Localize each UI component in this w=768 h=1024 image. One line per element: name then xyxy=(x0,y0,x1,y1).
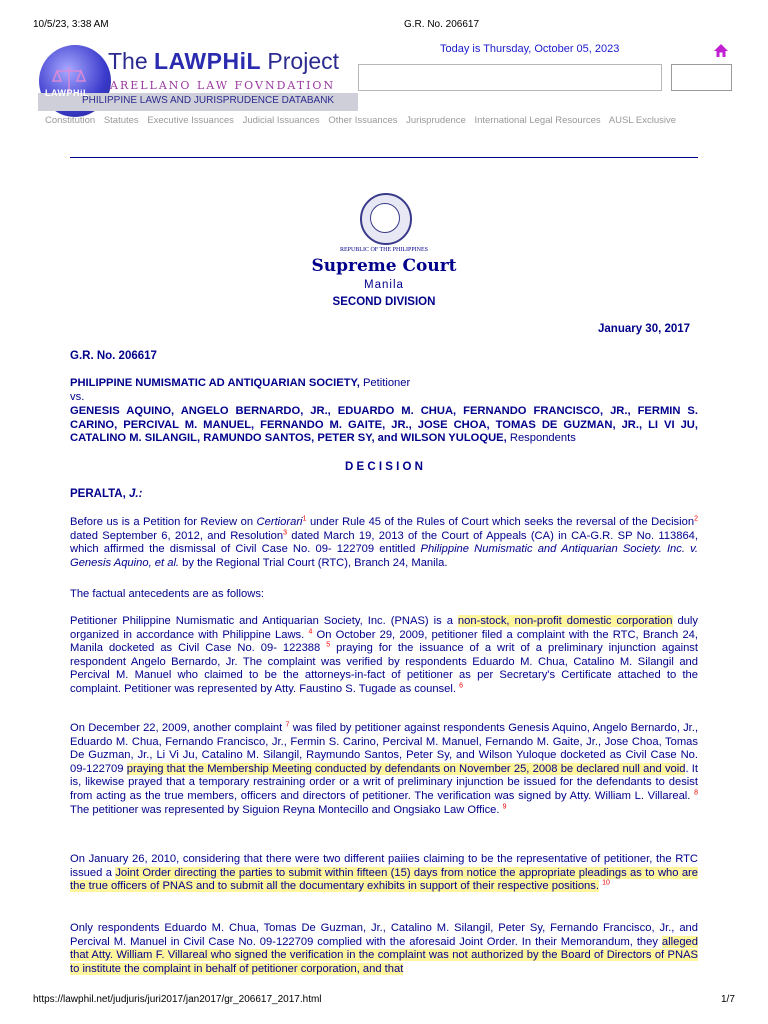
print-url: https://lawphil.net/judjuris/juri2017/jan2017/gr_206617_2017.html xyxy=(33,994,322,1005)
ponente: PERALTA, J.: xyxy=(70,488,143,500)
supreme-court-seal-icon xyxy=(360,193,412,245)
footnote-ref[interactable]: 2 xyxy=(694,515,698,523)
footnote-ref[interactable]: 4 xyxy=(308,627,313,635)
highlight: praying that the Membership Meeting conducted by defendants on November 25, 2008 be declared null and void xyxy=(126,762,686,775)
nav-ausl-exclusive[interactable]: AUSL Exclusive xyxy=(608,115,677,126)
home-icon[interactable] xyxy=(713,43,729,59)
logo-tag: LAWPHiL xyxy=(45,88,89,98)
highlight: Joint Order directing the parties to submit within fifteen (15) days from notice the appropriate pleadings as to who are the true officers of PNAS and to submit all the documentary exhibits in support of their respective positions. xyxy=(70,866,699,893)
paragraph-3: Petitioner Philippine Numismatic and Antiquarian Society, Inc. (PNAS) is a non-stock, non-profit domestic corporation duly organized in accordance with Philippine Laws. $^4$ On October 29, 2009, petitioner filed a complaint with the RTC, Branch 24, Manila docketed as Civil Case No. 09- 122388 $^5$ praying for the issuance of a writ of a preliminary injunction against respondent Angelo Bernardo, Jr. The complaint was verified by respondents Eduardo M. Chua, Catalino M. Silangil and Percival M. Manuel who claimed to be the attorneys-in-fact of petitioner as per Secretary's Certificate attached to the complaint. Petitioner was represented by Atty. Faustino S. Tugade as counsel. $^6$ xyxy=(70,615,699,695)
logo-foundation: ARELLANO LAW FOVNDATION xyxy=(110,79,336,92)
footnote-ref[interactable]: 6 xyxy=(459,682,463,690)
print-datetime: 10/5/23, 3:38 AM xyxy=(33,19,109,30)
paragraph-5: On January 26, 2010, considering that there were two different paiiies claiming to be the representative of petitioner, the RTC issued a Joint Order directing the parties to submit within fifteen (15) days from notice the appropriate pleadings as to who are the true officers of PNAS and to submit all the documentary exhibits in support of their respective positions. $^{10}$ xyxy=(70,853,699,893)
search-input[interactable] xyxy=(358,64,662,91)
decision-heading: D E C I S I O N xyxy=(345,461,423,473)
versus: vs. xyxy=(70,391,85,403)
logo-databank: PHILIPPINE LAWS AND JURISPRUDENCE DATABANK xyxy=(82,95,335,106)
footnote-ref[interactable]: 1 xyxy=(302,515,307,523)
footnote-ref[interactable]: 7 xyxy=(285,721,290,729)
site-logo-title[interactable]: The LAWPHiL Project xyxy=(108,48,340,74)
main-nav xyxy=(45,115,682,126)
print-title: G.R. No. 206617 xyxy=(404,19,480,30)
respondents: GENESIS AQUINO, ANGELO BERNARDO, JR., EDUARDO M. CHUA, FERNANDO FRANCISCO, JR., FERMIN S. CARINO, PERCIVAL M. MANUEL, FERNANDO M. GAITE, JR., JOSE CHOA, TOMAS DE GUZMAN, JR., LI VI JU, CATALINO M. SILANGIL, RAMUNDO SANTOS, PETER SY, and WILSON YULOQUE, Respondents xyxy=(70,405,698,445)
paragraph-6: Only respondents Eduardo M. Chua, Tomas De Guzman, Jr., Catalino M. Silangil, Peter Sy, Fernando Francisco, Jr., and Percival M. Manuel in Civil Case No. 09-122709 complied with the aforesaid Joint Order. In their Memorandum, they alleged that Atty. William F. Villareal who signed the verification in the complaint was not authorized by the Board of Directors of PNAS to institute the complaint in behalf of petitioner corporation, and that xyxy=(70,922,698,975)
nav-statutes[interactable]: Statutes xyxy=(103,115,139,126)
nav-judicial-issuances[interactable]: Judicial Issuances xyxy=(242,115,320,126)
today-date: Today is Thursday, October 05, 2023 xyxy=(440,43,620,55)
decision-date: January 30, 2017 xyxy=(598,323,691,335)
nav-other-issuances[interactable]: Other Issuances xyxy=(328,115,398,126)
highlight: alleged that Atty. William F. Villareal who signed the verification in the complaint was not authorized by the Board of Directors of PNAS to institute the complaint in behalf of petitioner corporation, and that xyxy=(70,935,698,975)
court-division: SECOND DIVISION xyxy=(332,296,436,308)
print-page-number: 1/7 xyxy=(721,994,735,1005)
footnote-ref[interactable]: 8 xyxy=(694,789,698,797)
paragraph-2: The factual antecedents are as follows: xyxy=(70,588,265,600)
footnote-ref[interactable]: 3 xyxy=(283,528,287,536)
republic-label: REPUBLIC OF THE PHILIPPINES xyxy=(339,247,429,253)
petitioner-line: PHILIPPINE NUMISMATIC AD ANTIQUARIAN SOCIETY, Petitioner xyxy=(70,377,411,389)
court-name: Supreme Court xyxy=(311,256,457,276)
nav-jurisprudence[interactable]: Jurisprudence xyxy=(406,115,466,126)
paragraph-4: On December 22, 2009, another complaint $^7$ was filed by petitioner against respondents Genesis Aquino, Angelo Bernardo, Jr., Eduardo M. Chua, Fernando Francisco, Jr., Fermin S. Carino, Percival M. Manuel, Fernando M. Gaite, Jr., Jose Choa, Tomas De Guzman, Jr., Li Vi Ju, Catalino M. Silangil, Raymundo Santos, Peter Sy, and Wilson Yuloque docketed as Civil Case No. 09-122709 praying that the Membership Meeting conducted by defendants on November 25, 2008 be declared null and void. It is, likewise prayed that a temporary restraining order or a writ of preliminary injunction be issued for the defendants to desist from acting as the true members, officers and directors of petitioner. The verification was signed by Atty. William L. Villareal. $^8$ The petitioner was represented by Siguion Reyna Montecillo and Ongsiako Law Office. $^9$ xyxy=(70,721,698,816)
nav-executive-issuances[interactable]: Executive Issuances xyxy=(147,115,234,126)
divider xyxy=(70,157,698,158)
footnote-ref[interactable]: 5 xyxy=(326,641,331,649)
paragraph-1: Before us is a Petition for Review on Certiorari$^1$ under Rule 45 of the Rules of Court which seeks the reversal of the Decision$^2$ dated September 6, 2012, and Resolution$^3$ dated March 19, 2013 of the Court of Appeals (CA) in CA-G.R. SP No. 113864, which affirmed the dismissal of Civil Case No. 09- 122709 entitled Philippine Numismatic and Antiquarian Society. Inc. v. Genesis Aquino, et al. by the Regional Trial Court (RTC), Branch 24, Manila. xyxy=(70,515,698,569)
search-button[interactable] xyxy=(671,64,732,91)
highlight: non-stock, non-profit domestic corporation xyxy=(457,615,673,627)
nav-constitution[interactable]: Constitution xyxy=(45,115,96,126)
court-city: Manila xyxy=(364,279,404,291)
footnote-ref[interactable]: 10 xyxy=(602,879,610,887)
case-number: G.R. No. 206617 xyxy=(70,350,157,362)
nav-international-legal-resources[interactable]: International Legal Resources xyxy=(474,115,601,126)
footnote-ref[interactable]: 9 xyxy=(502,802,507,810)
